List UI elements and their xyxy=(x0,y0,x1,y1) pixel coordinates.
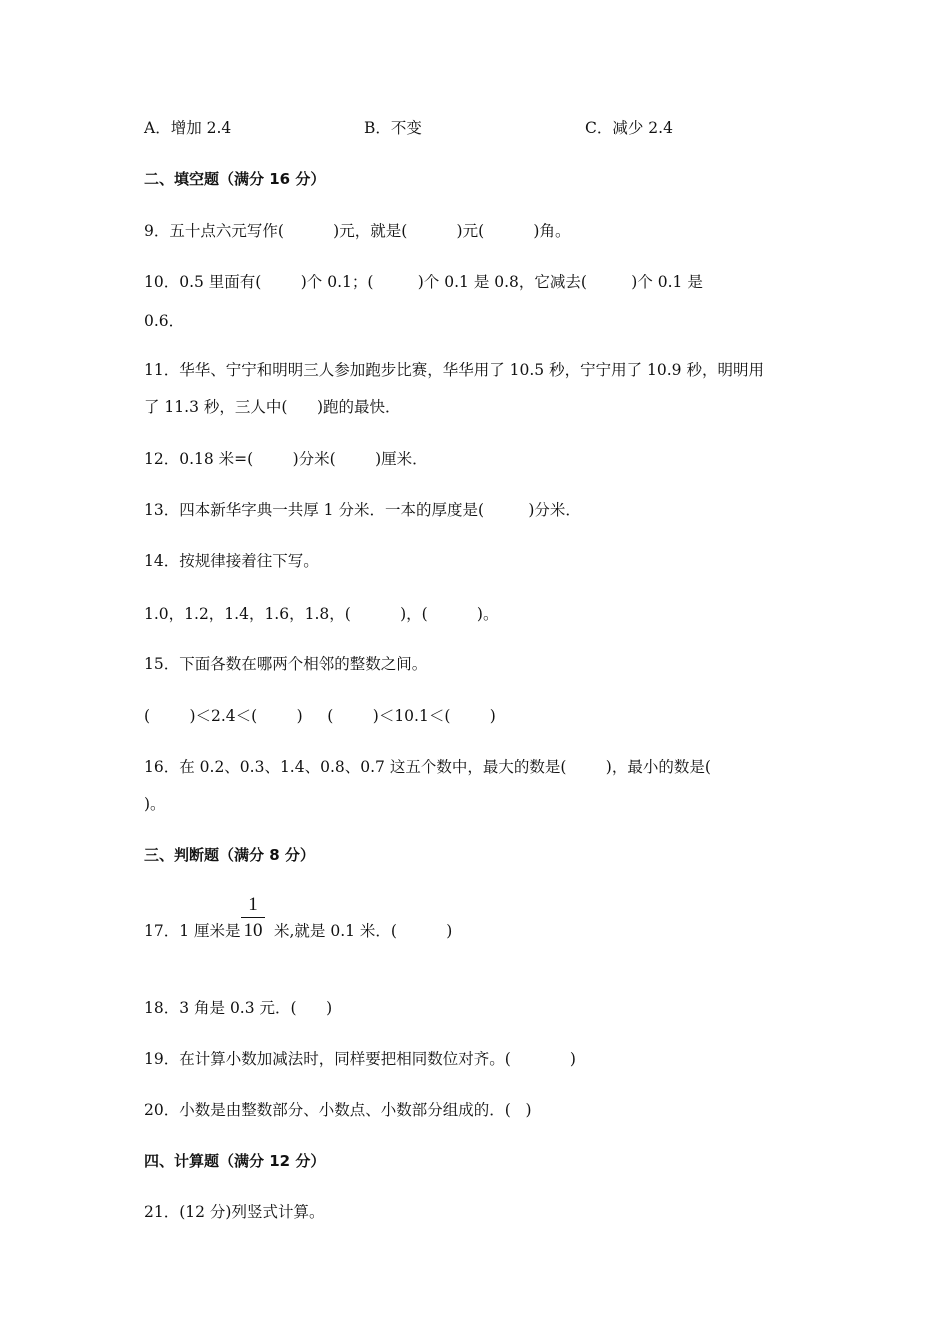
question-15-inequalities: ( )＜2.4＜( ) ( )＜10.1＜( ) xyxy=(144,707,496,725)
question-14-sequence: 1.0，1.2，1.4，1.6，1.8，( )，( )。 xyxy=(144,605,499,623)
option-c: C．减少 2.4 xyxy=(585,119,673,137)
question-18: 18．3 角是 0.3 元．( ) xyxy=(144,999,333,1017)
question-11-line1: 11．华华、宁宁和明明三人参加跑步比赛，华华用了 10.5 秒，宁宁用了 10.9 秒，明明用 xyxy=(144,361,764,379)
question-16-line1: 16．在 0.2、0.3、1.4、0.8、0.7 这五个数中，最大的数是( )，最小的数是( xyxy=(144,758,711,776)
question-20: 20．小数是由整数部分、小数点、小数部分组成的．( ) xyxy=(144,1101,532,1119)
question-10-line1: 10．0.5 里面有( )个 0.1；( )个 0.1 是 0.8，它减去( )个 0.1 是 xyxy=(144,273,703,291)
question-16-line2: )。 xyxy=(144,795,166,813)
fraction-bar xyxy=(241,917,265,918)
question-21: 21．(12 分)列竖式计算。 xyxy=(144,1203,325,1221)
fraction-one-tenth xyxy=(240,894,266,942)
section-calc-heading: 四、计算题（满分 12 分） xyxy=(144,1152,326,1170)
fraction-denominator: 10 xyxy=(243,920,263,941)
question-17-suffix: 米,就是 0.1 米．( ) xyxy=(274,922,453,940)
question-12: 12．0.18 米=( )分米( )厘米． xyxy=(144,450,428,468)
question-11-line2: 了 11.3 秒，三人中( )跑的最快． xyxy=(144,398,401,416)
question-10-line2: 0.6． xyxy=(144,312,185,330)
fraction-numerator: 1 xyxy=(248,894,258,915)
question-9: 9．五十点六元写作( )元，就是( )元( )角。 xyxy=(144,222,571,240)
question-13: 13．四本新华字典一共厚 1 分米．一本的厚度是( )分米． xyxy=(144,501,581,519)
section-judge-heading: 三、判断题（满分 8 分） xyxy=(144,846,315,864)
question-17-prefix: 17．1 厘米是 xyxy=(144,922,241,940)
section-fill-heading: 二、填空题（满分 16 分） xyxy=(144,170,326,188)
question-14: 14．按规律接着往下写。 xyxy=(144,552,319,570)
option-b: B．不变 xyxy=(364,119,422,137)
question-19: 19．在计算小数加减法时，同样要把相同数位对齐。( ) xyxy=(144,1050,576,1068)
question-15: 15．下面各数在哪两个相邻的整数之间。 xyxy=(144,655,428,673)
option-a: A．增加 2.4 xyxy=(144,119,232,137)
